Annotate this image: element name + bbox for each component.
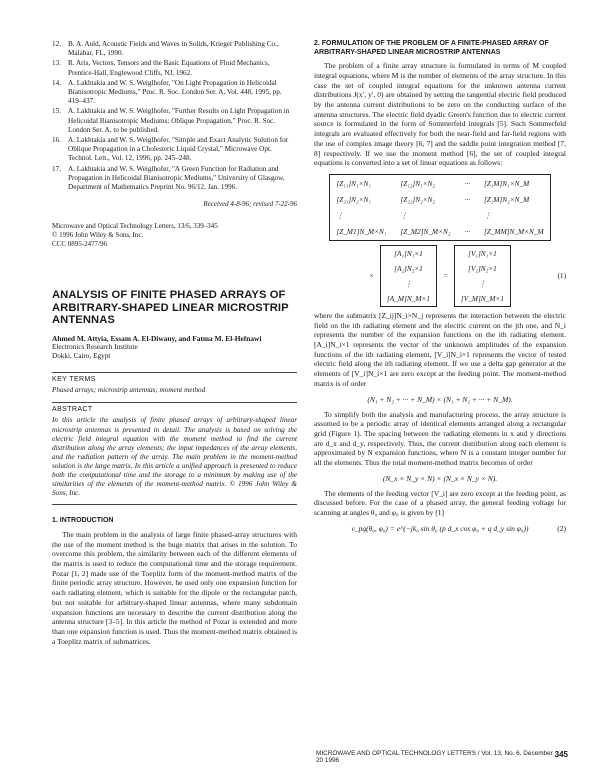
vector-cell: ⋮ <box>404 278 413 288</box>
introduction-heading: 1. INTRODUCTION <box>52 517 114 525</box>
introduction-paragraph: The main problem in the analysis of large finite phased-array structures with the use of the moment method is the huge matrix that arises in the solution. To overcome this problem, the similarity between each of the different elements of the matrix is used to reduce the computational time and the storage requirement. Pozar [1, 2] made use of the Toeplitz form of the moment-method matrix of the finite periodic array structure. However, he used only one expansion function for each radiating element, which is suitable for the dipole or the rectangular patch, but not suitable for arbitrary-shaped linear antennas, where many subdomain expansion functions are necessary to describe the current distribution along the antenna structure [3–5]. In this article the method of Pozar is extended and more than one expansion function is used. Thus the moment-method matrix obtained is a Toeplitz matrix of submatrices. <box>52 529 297 646</box>
reference-text: A. Lakhtakia and W. S. Weiglhofer, "A Green Function for Radiation and Propagation in Helicoidal Bianisotropic Mediums," University of Glasgow, Department of Mathematics Preprint No. 96/12, Jan. 1996. <box>68 164 285 192</box>
affiliation-location: Dokki, Cairo, Egypt <box>52 352 111 361</box>
reference-number: 12. <box>52 40 61 48</box>
matrix-cell: ··· <box>464 226 470 236</box>
reference-number: 15. <box>52 107 61 116</box>
section-2-heading: 2. FORMULATION OF THE PROBLEM OF A FINITE-PHASED ARRAY OF ARBITRARY-SHAPED LINEAR MICROSTRIP ANTENNAS <box>314 40 549 56</box>
equation-number: (2) <box>557 523 566 533</box>
reference-item <box>52 165 297 193</box>
reference-item <box>52 40 297 58</box>
reference-text: R. Aris, Vectors, Tensors and the Basic Equations of Fluid Mechanics, Prentice-Hall, Englewood Cliffs, NJ, 1962. <box>68 59 270 77</box>
impedance-matrix <box>329 174 550 241</box>
right-column <box>314 40 566 539</box>
matrix-cell: [Z₂M]N₂×N_M <box>483 194 530 204</box>
reference-number: 17. <box>52 164 61 173</box>
reference-item <box>52 59 297 77</box>
times-symbol: × <box>369 271 374 281</box>
matrix-cell: ··· <box>464 194 470 204</box>
left-column <box>52 40 297 646</box>
equals-symbol: = <box>443 271 448 281</box>
feeding-voltage-equation <box>314 524 566 533</box>
matrix-cell: ··· <box>464 178 470 188</box>
matrix-cell: [Z₁M]N₁×N_M <box>483 178 530 188</box>
reference-text: B. A. Auld, Acoustic Fields and Waves in Solids, Krieger Publishing Co., Malabar, FL, 1990. <box>68 40 279 58</box>
amplitude-vector <box>380 245 437 307</box>
reference-number: 13. <box>52 59 61 68</box>
section-2-paragraph-2: where the submatrix [Z_ij]N_i×N_j represents the interaction between the electric field on the ith radiating element and the electric current on the jth one, and N_i represents the number of the expansion functions on the ith radiating element. [A_i]N_i×1 represents the vector of the unknown amplitudes of the expansion functions of the ith radiating element, [V_i]N_i×1 represents the vector of tested electric field along the ith radiating element. If we use a delta gap generator at the elements of [V_i]N_i×1 are zero except at the feeding point. The moment-method matrix is of order <box>314 310 566 388</box>
reference-text: A. Lakhtakia and W. S. Weiglhofer, "On Light Propagation in Helicoidal Bianisotropic Mediums," Proc. R. Soc. London Ser. A, Vol. 448, 1995, pp. 419–437. <box>68 78 282 106</box>
vector-cell: [V₂]N₂×1 <box>468 263 497 273</box>
reference-item <box>52 79 297 107</box>
matrix-order-equation: (N₁ + N₂ + ··· + N_M) × (N₁ + N₂ + ··· + N_M). <box>367 394 513 404</box>
publication-copyright: © 1996 John Wiley & Sons, Inc. <box>52 231 144 240</box>
page-footer <box>316 750 568 764</box>
reference-item <box>52 107 297 135</box>
vector-cell: [V_M]N_M×1 <box>460 293 504 303</box>
section-2-paragraph-3: To simplify both the analysis and manufacturing process, the array structure is assumed to be a periodic array of identical elements arranged along a rectangular grid (Figure 1). The spacing between the radiating elements in x and y directions are d_x and d_y, respectively. Thus, the current distribution along each element is approximated by N expansion functions, where N is a constant integer number for all the elements. Thus the total moment-method matrix becomes of order <box>314 409 566 468</box>
reference-number: 14. <box>52 78 61 87</box>
matrix-cell: ⋮ <box>336 210 344 220</box>
matrix-cell: ⋮ <box>483 210 492 220</box>
reference-list <box>52 40 297 192</box>
reference-text: A. Lakhtakia and W. S. Weiglhofer, "Simple and Exact Analytic Solution for Oblique Propagation in a Cholesteric Liquid Crystal," Microwave Opt. Technol. Lett., Vol. 12, 1996, pp. 245–248. <box>68 136 289 163</box>
section-2-paragraph-1: The problem of a finite array structure is formulated in terms of M coupled integral equations, where M is the number of elements of the array structure. In this case the set of coupled integral equations for the unknown antenna current distributions J(x′, y′, 0) are obtained by setting the tangential electric field produced by the antenna current distributions to be zero on the conducting surface of the antenna structures. The electric field dyadic Green's function due to electric current source is formulated in the form of Sommerfeld integrals [5]. Such Sommerfeld integrals are evaluated effectively for both the near-field and far-field regions with the use of complex image theory [6, 7] and the saddle point integration method [7, 8] respectively. If we use the moment method [6], the set of coupled integral equations is converted into a set of linear equations as follows: <box>314 61 566 168</box>
matrix-cell: [Z₁₂]N₁×N₂ <box>400 178 435 188</box>
matrix-cell: [Z_MM]N_M×N_M <box>483 226 544 236</box>
article-authors: Ahmed M. Attyia, Essam A. El-Diwany, and Fatma M. El-Hefnawi <box>52 334 262 344</box>
vector-cell: ⋮ <box>478 278 487 288</box>
footer-journal: MICROWAVE AND OPTICAL TECHNOLOGY LETTERS / Vol. 13, No. 6, December 20 1996 <box>316 750 553 764</box>
moment-matrix-equation <box>314 174 566 241</box>
voltage-vector <box>454 245 511 307</box>
reference-text: A. Lakhtakia and W. S. Weiglhofer, "Further Results on Light Propagation in Helicoidal Bianisotropic Mediums: Oblique Propagation," Proc. R. Soc. London Ser. A, to be published. <box>68 107 290 134</box>
abstract-text: In this article the analysis of finite phased arrays of arbitrary-shaped linear microstrip antennas is presented in detail. The analysis is based on solving the electric field integral equation with the moment method to find the current distribution along the array elements; the input impedances of the array elements, and the radiation pattern of the array. The main problem in the moment-method solution is the large matrix. In this article a unified approach is presented to reduce both the computational time and the storage to a minimum by making use of the similarities of the elements of the moment-method matrix. © 1996 John Wiley & Sons, Inc. <box>52 416 297 498</box>
author-affiliation <box>52 343 297 361</box>
affiliation-institute: Electronics Research Institute <box>52 343 138 352</box>
vector-cell: [A_M]N_M×1 <box>386 293 430 303</box>
abstract-divider <box>52 504 297 505</box>
matrix-cell: [Z₂₂]N₂×N₂ <box>400 194 435 204</box>
key-terms: Phased arrays; microstrip antennas; moment method <box>52 386 206 395</box>
vector-cell: [V₁]N₁×1 <box>468 248 497 258</box>
total-matrix-order-equation: (N_x × N_y × N) × (N_x × N_y × N). <box>382 473 498 483</box>
reference-item <box>52 136 297 164</box>
page-number: 345 <box>554 750 568 759</box>
matrix-cell <box>464 211 469 220</box>
section-2-paragraph-4: The elements of the feeding vector [V_i] are zero except at the feeding point, as discussed before. For the case of a phased array, the general feeding voltage for scanning at angles θ₀ and φ₀ is given by [1] <box>314 488 566 518</box>
vector-cell: [A₁]N₁×1 <box>394 248 423 258</box>
abstract-heading: ABSTRACT <box>52 402 297 413</box>
matrix-cell: [Z₁₁]N₁×N₁ <box>336 178 371 188</box>
matrix-cell: [Z_M2]N_M×N₂ <box>400 226 451 236</box>
matrix-cell: ⋮ <box>400 210 408 220</box>
matrix-cell: [Z₂₁]N₂×N₁ <box>336 194 371 204</box>
publication-journal: Microwave and Optical Technology Letters, 13/6, 339–345 <box>52 222 218 231</box>
publication-ccc: CCC 0895-2477/96 <box>52 240 108 249</box>
received-date: Received 4-8-96; revised 7-22-96 <box>203 200 297 209</box>
article-title: ANALYSIS OF FINITE PHASED ARRAYS OF ARBITRARY-SHAPED LINEAR MICROSTRIP ANTENNAS <box>52 289 289 327</box>
matrix-cell: [Z_M1]N_M×N₁ <box>336 226 387 236</box>
reference-number: 16. <box>52 136 61 145</box>
equation-number: (1) <box>557 271 566 281</box>
key-terms-heading: KEY TERMS <box>52 372 297 383</box>
publication-info <box>52 222 297 249</box>
vector-cell: [A₂]N₂×1 <box>394 263 423 273</box>
feeding-voltage-formula: v_pq(θ₀, φ₀) = e^(−jk₀ sin θ₀ (p d_x cos φ₀ + q d_y sin φ₀)) <box>351 523 529 533</box>
matrix-vector-equation <box>314 245 566 307</box>
